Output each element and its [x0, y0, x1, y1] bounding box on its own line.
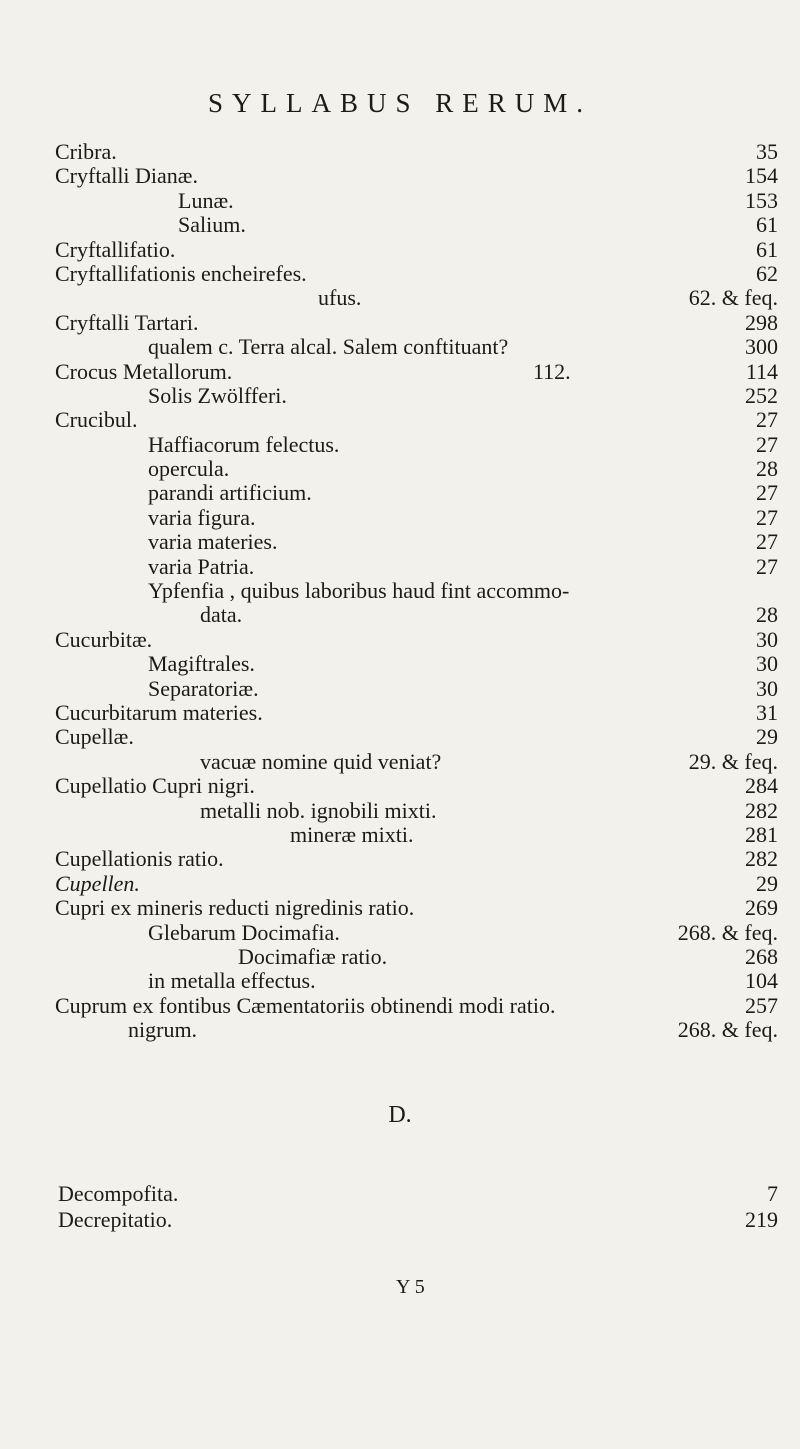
- entry-page-number: 282: [745, 797, 778, 823]
- entry-page-number: 30: [756, 626, 778, 652]
- entry-label: data.: [200, 602, 243, 628]
- entry-page-number: 219: [745, 1207, 778, 1232]
- index-entry: [0, 847, 800, 871]
- index-entry: [0, 286, 800, 310]
- index-entry: [0, 701, 800, 725]
- entry-label: Decrepitatio.: [58, 1207, 173, 1232]
- entry-page-number: 282: [745, 846, 778, 872]
- entry-page-number: 104: [745, 968, 778, 994]
- entry-page-number: 30: [756, 675, 778, 701]
- entry-label: metalli nob. ignobili mixti.: [200, 797, 437, 823]
- entry-page-number: 154: [745, 163, 778, 189]
- entry-label: varia Patria.: [148, 553, 255, 579]
- entry-page-number: 27: [756, 431, 778, 457]
- entry-page-number: 153: [745, 187, 778, 213]
- entry-page-number: 268. & feq.: [677, 1017, 778, 1043]
- entry-page-number: 30: [756, 651, 778, 677]
- index-entry: [0, 872, 800, 896]
- entry-page-number: 29: [756, 724, 778, 750]
- entry-page-number: 28: [756, 456, 778, 482]
- entry-page-number: 268: [745, 943, 778, 969]
- entry-page-number: 62: [756, 260, 778, 286]
- entry-page-number: 27: [756, 407, 778, 433]
- entry-page-number: 281: [745, 821, 778, 847]
- index-entry: [0, 481, 800, 505]
- index-entry: [0, 603, 800, 627]
- entry-label: Cupellationis ratio.: [55, 846, 224, 872]
- entry-page-number: 269: [745, 895, 778, 921]
- entry-page-number: 27: [756, 480, 778, 506]
- index-entry: [0, 530, 800, 554]
- entry-label: mineræ mixti.: [290, 821, 414, 847]
- entry-page-number: 35: [756, 139, 778, 164]
- index-entry: [0, 140, 800, 164]
- entry-page-number: 27: [756, 529, 778, 555]
- index-entry: [0, 969, 800, 993]
- entry-label: Solis Zwölfferi.: [148, 382, 287, 408]
- index-entry: [0, 506, 800, 530]
- index-entry: [0, 189, 800, 213]
- index-entry: [0, 921, 800, 945]
- entry-label: Docimafiæ ratio.: [238, 943, 388, 969]
- index-entry: [0, 1182, 800, 1208]
- entry-label: vacuæ nomine quid veniat?: [200, 748, 442, 774]
- index-entry: [0, 579, 800, 603]
- entry-label: Salium.: [178, 212, 246, 238]
- index-entry: [0, 799, 800, 823]
- entry-page-number: 27: [756, 553, 778, 579]
- entry-label: Crucibul.: [55, 407, 138, 433]
- entry-page-number: 61: [756, 236, 778, 262]
- index-entry: [0, 994, 800, 1018]
- index-entry: [0, 238, 800, 262]
- entry-label: Cryftallifatio.: [55, 236, 176, 262]
- entry-label: Ypfenfia , quibus laboribus haud fint accommo-: [148, 578, 570, 604]
- index-entry: [0, 945, 800, 969]
- entry-label: varia materies.: [148, 529, 278, 555]
- entry-label: qualem c. Terra alcal. Salem conftituant?: [148, 334, 509, 360]
- index-entry: [0, 750, 800, 774]
- index-entry: [0, 1018, 800, 1042]
- entry-label: Cryftallifationis encheirefes.: [55, 260, 307, 286]
- entry-page-number: 252: [745, 382, 778, 408]
- index-entry: [0, 896, 800, 920]
- index-entry: [0, 262, 800, 286]
- entry-label: Glebarum Docimafia.: [148, 919, 340, 945]
- entry-label: Cucurbitæ.: [55, 626, 153, 652]
- entry-page-number: 61: [756, 212, 778, 238]
- entry-page-number: 29. & feq.: [688, 748, 778, 774]
- entry-page-number: 7: [767, 1181, 778, 1206]
- entry-label: Cucurbitarum materies.: [55, 699, 263, 725]
- entry-label: Haffiacorum felectus.: [148, 431, 340, 457]
- entry-page-number: 28: [756, 602, 778, 628]
- entry-label: Separatoriæ.: [148, 675, 259, 701]
- index-entry: [0, 652, 800, 676]
- index-entries-d: [0, 1182, 800, 1234]
- index-entry: [0, 1208, 800, 1234]
- entry-page-number: 29: [756, 870, 778, 896]
- index-entries: [0, 140, 800, 1042]
- entry-label: Cupellatio Cupri nigri.: [55, 773, 255, 799]
- entry-page-number: 257: [745, 992, 778, 1018]
- entry-label: ufus.: [318, 285, 362, 311]
- entry-label: Cuprum ex fontibus Cæmentatoriis obtinendi modi ratio.: [55, 992, 556, 1018]
- entry-label: Cupri ex mineris reducti nigredinis ratio.: [55, 895, 415, 921]
- entry-page-number: 62. & feq.: [688, 285, 778, 311]
- entry-label: opercula.: [148, 456, 230, 482]
- page-header: SYLLABUS RERUM.: [207, 88, 593, 118]
- entry-page-number: 284: [745, 773, 778, 799]
- entry-label: Cupellen.: [55, 870, 140, 896]
- index-entry: [0, 457, 800, 481]
- entry-page-number: 31: [756, 699, 778, 725]
- entry-label: Decompofita.: [58, 1181, 179, 1206]
- entry-label: parandi artificium.: [148, 480, 312, 506]
- entry-page-number: 268. & feq.: [677, 919, 778, 945]
- entry-page-number: 27: [756, 504, 778, 530]
- entry-label: Cribra.: [55, 139, 117, 164]
- entry-label: Crocus Metallorum.: [55, 358, 233, 384]
- entry-label: Cryftalli Tartari.: [55, 309, 199, 335]
- index-entry: [0, 384, 800, 408]
- entry-label: Lunæ.: [178, 187, 234, 213]
- index-entry: [0, 213, 800, 237]
- entry-page-number: 298: [745, 309, 778, 335]
- index-entry: [0, 433, 800, 457]
- entry-label: nigrum.: [128, 1017, 198, 1043]
- entry-label: varia figura.: [148, 504, 256, 530]
- entry-label: Cupellæ.: [55, 724, 134, 750]
- index-entry: [0, 360, 800, 384]
- index-entry: [0, 725, 800, 749]
- section-letter: D.: [388, 1102, 412, 1128]
- index-entry: [0, 774, 800, 798]
- index-entry: [0, 628, 800, 652]
- entry-label: Magiftrales.: [148, 651, 255, 677]
- index-entry: [0, 408, 800, 432]
- entry-mid-page: 112.: [533, 358, 571, 384]
- entry-label: in metalla effectus.: [148, 968, 316, 994]
- catchword: Y 5: [396, 1276, 425, 1298]
- entry-page-number: 114: [745, 358, 778, 384]
- index-entry: [0, 677, 800, 701]
- entry-label: Cryftalli Dianæ.: [55, 163, 198, 189]
- index-entry: [0, 335, 800, 359]
- index-entry: [0, 311, 800, 335]
- index-entry: [0, 555, 800, 579]
- index-entry: [0, 164, 800, 188]
- entry-page-number: 300: [745, 334, 778, 360]
- index-entry: [0, 823, 800, 847]
